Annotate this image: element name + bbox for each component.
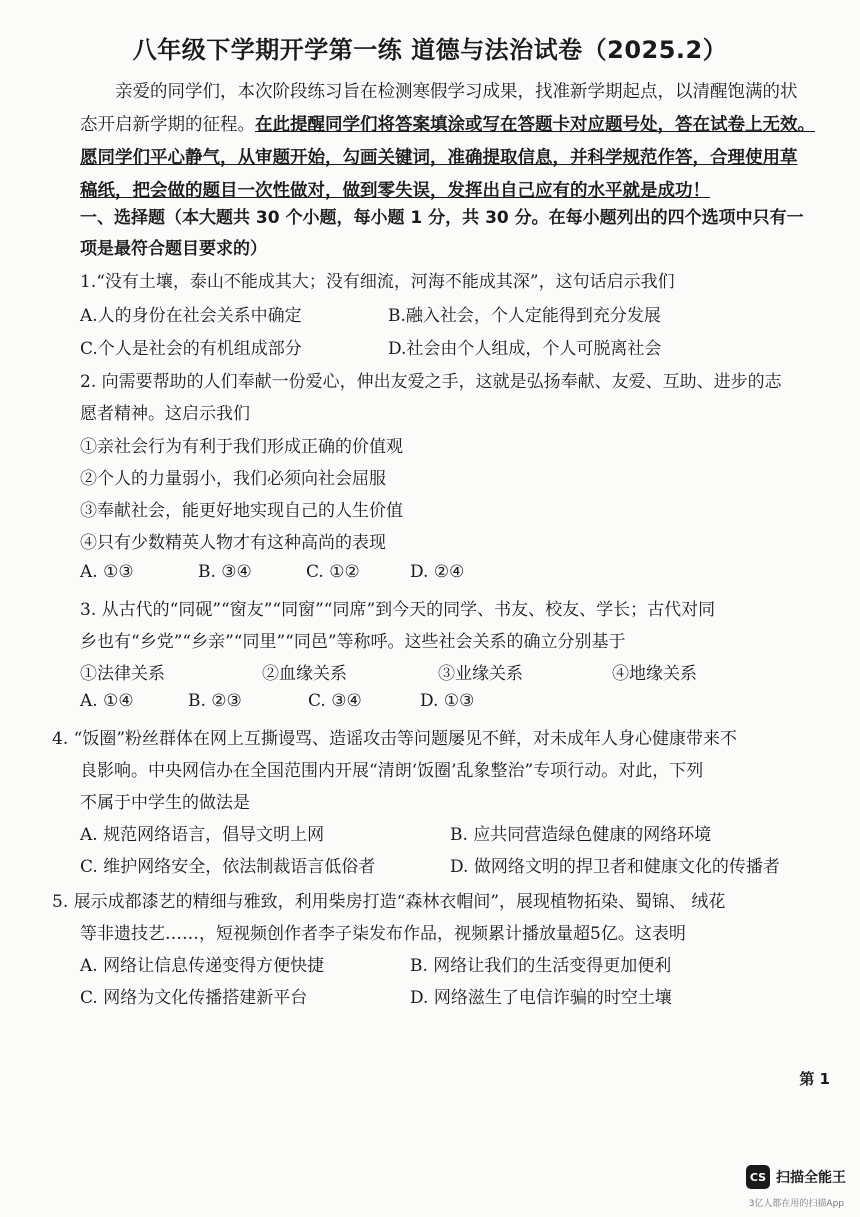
q2-option-a: A. ①③ (80, 562, 134, 582)
q4-option-d: D. 做网络文明的捍卫者和健康文化的传播者 (450, 857, 780, 877)
intro-line-2-plain: 态开启新学期的征程。 (80, 115, 255, 135)
q4-option-b: B. 应共同营造绿色健康的网络环境 (450, 825, 712, 845)
q1-option-a: A.人的身份在社会关系中确定 (80, 306, 302, 326)
scanner-tagline: 3亿人都在用的扫描App (748, 1199, 844, 1209)
intro-line-1: 亲爱的同学们，本次阶段练习旨在检测寒假学习成果，找准新学期起点，以清醒饱满的状 (115, 82, 798, 102)
q1-option-c: C.个人是社会的有机组成部分 (80, 339, 302, 359)
section-heading-line-1: 一、选择题（本大题共 30 个小题，每小题 1 分，共 30 分。在每小题列出的四个选项中只有一 (80, 208, 804, 228)
q2-stem-line-2: 愿者精神。这启示我们 (80, 404, 250, 424)
q5-option-a: A. 网络让信息传递变得方便快捷 (80, 956, 325, 976)
q2-option-c: C. ①② (306, 562, 360, 582)
intro-line-2 (80, 109, 820, 142)
q3-stem-line-2: 乡也有“乡党”“乡亲”“同里”“同邑”等称呼。这些社会关系的确立分别基于 (80, 632, 626, 652)
q2-statement-4: ④只有少数精英人物才有这种高尚的表现 (80, 533, 386, 553)
q5-stem-line-2: 等非遗技艺……，短视频创作者李子柒发布作品，视频累计播放量超5亿。这表明 (80, 924, 686, 944)
q2-statement-1: ①亲社会行为有利于我们形成正确的价值观 (80, 437, 403, 457)
q4-stem-line-1: 4. “饭圈”粉丝群体在网上互撕谩骂、造谣攻击等问题屡见不鲜，对未成年人身心健康带来不 (52, 729, 738, 749)
q2-statement-2: ②个人的力量弱小，我们必须向社会屈服 (80, 469, 386, 489)
q3-statement-4: ④地缘关系 (612, 664, 697, 684)
page-number: 第 1 (799, 1070, 830, 1088)
intro-line-2-emphasis: 在此提醒同学们将答案填涂或写在答题卡对应题号处，答在试卷上无效。 (255, 115, 815, 135)
q3-statement-2: ②血缘关系 (262, 664, 347, 684)
q2-statement-3: ③奉献社会，能更好地实现自己的人生价值 (80, 501, 403, 521)
q5-option-d: D. 网络滋生了电信诈骗的时空土壤 (410, 988, 672, 1008)
q4-option-a: A. 规范网络语言，倡导文明上网 (80, 825, 325, 845)
q3-option-a: A. ①④ (80, 691, 134, 711)
q3-stem-line-1: 3. 从古代的“同砚”“窗友”“同窗”“同席”到今天的同学、书友、校友、学长；古代对同 (80, 600, 716, 620)
q4-stem-line-2: 良影响。中央网信办在全国范围内开展“清朗‘饭圈’乱象整治”专项行动。对此，下列 (80, 761, 704, 781)
q2-stem-line-1: 2. 向需要帮助的人们奉献一份爱心，伸出友爱之手，这就是弘扬奉献、友爱、互助、进步的志 (80, 372, 782, 392)
intro-line-3: 愿同学们平心静气，从审题开始，勾画关键词，准确提取信息，并科学规范作答，合理使用草 (80, 148, 798, 168)
q5-option-b: B. 网络让我们的生活变得更加便利 (410, 956, 672, 976)
exam-title: 八年级下学期开学第一练 道德与法治试卷（2025.2） (132, 36, 728, 64)
q3-option-b: B. ②③ (188, 691, 242, 711)
intro-paragraph (80, 76, 820, 208)
section-heading-line-2: 项是最符合题目要求的） (80, 239, 267, 259)
q3-statement-1: ①法律关系 (80, 664, 165, 684)
q1-stem: 1.“没有土壤，泰山不能成其大；没有细流，河海不能成其深”，这句话启示我们 (80, 272, 675, 292)
q4-option-c: C. 维护网络安全，依法制裁语言低俗者 (80, 857, 376, 877)
q4-stem-line-3: 不属于中学生的做法是 (80, 793, 250, 813)
q1-option-d: D.社会由个人组成，个人可脱离社会 (388, 339, 662, 359)
q2-option-b: B. ③④ (198, 562, 252, 582)
q3-option-d: D. ①③ (420, 691, 475, 711)
q3-statement-3: ③业缘关系 (438, 664, 523, 684)
scanner-app-name: 扫描全能王 (776, 1170, 846, 1186)
section-heading (80, 203, 820, 265)
intro-line-4: 稿纸，把会做的题目一次性做对，做到零失误，发挥出自己应有的水平就是成功！ (80, 181, 710, 201)
scanner-watermark (746, 1165, 846, 1189)
q3-option-c: C. ③④ (308, 691, 362, 711)
q5-option-c: C. 网络为文化传播搭建新平台 (80, 988, 308, 1008)
q2-option-d: D. ②④ (410, 562, 465, 582)
q1-option-b: B.融入社会，个人定能得到充分发展 (388, 306, 661, 326)
q5-stem-line-1: 5. 展示成都漆艺的精细与雅致，利用柴房打造“森林衣帽间”，展现植物拓染、蜀锦、 绒花 (52, 892, 726, 912)
scanner-logo-icon: CS (746, 1165, 770, 1189)
